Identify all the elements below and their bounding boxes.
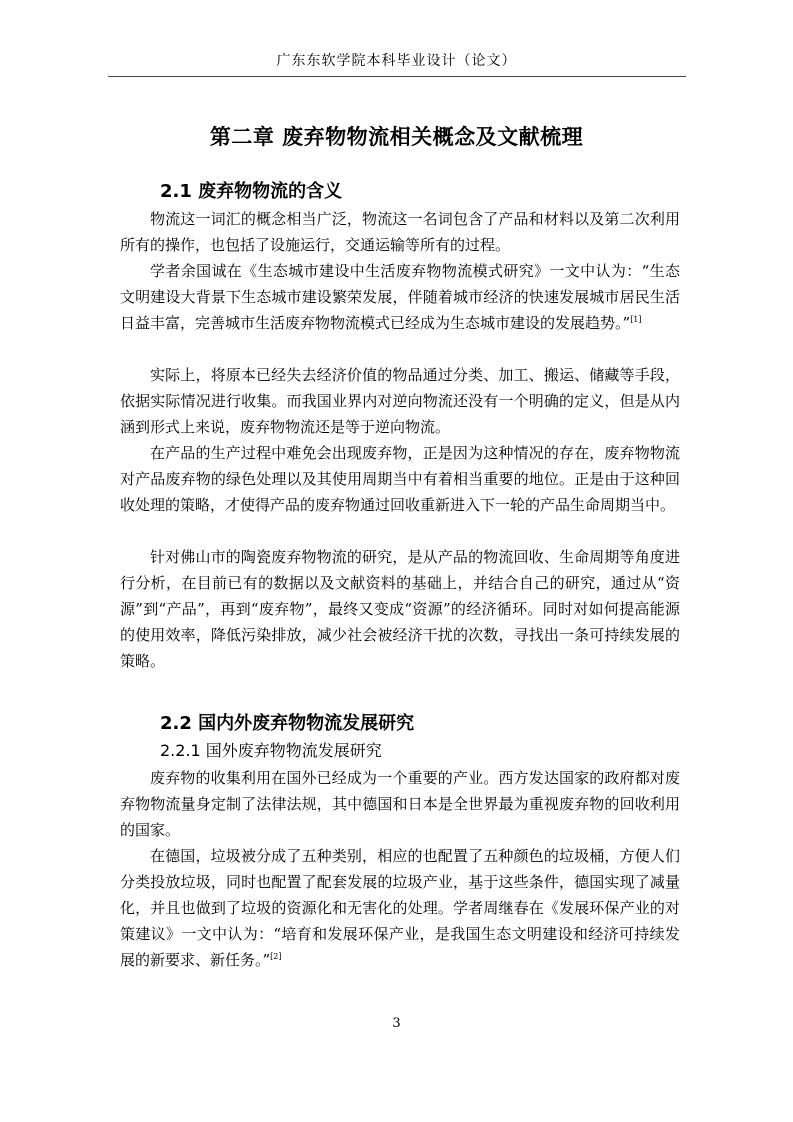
paragraph-text: 针对佛山市的陶瓷废弃物物流的研究，是从产品的物流回收、生命周期等角度进行分析，在目前已有的数据以及文献资料的基础上，并结合自己的研究，通过从“资源”到“产品”，再到“废弃物”，最终又变成“资源”的经济循环。同时对如何提高能源的使用效率，降低污染排放，减少社会被经济干扰的次数，寻找出一条可持续发展的策略。	[120, 548, 680, 670]
citation-ref: [2]	[270, 952, 282, 961]
paragraph	[120, 258, 680, 336]
paragraph	[120, 362, 680, 440]
citation-ref: [1]	[630, 315, 642, 324]
paragraph	[120, 206, 680, 258]
section-heading-2-1: 2.1 废弃物物流的含义	[160, 181, 343, 202]
paragraph	[120, 765, 680, 843]
paragraph	[120, 544, 680, 674]
chapter-title: 第二章 废弃物物流相关概念及文献梳理	[209, 125, 584, 149]
header-divider	[108, 76, 686, 77]
paragraph-text: 废弃物的收集利用在国外已经成为一个重要的产业。西方发达国家的政府都对废弃物物流量身定制了法律法规，其中德国和日本是全世界最为重视废弃物的回收利用的国家。	[120, 769, 680, 839]
paragraph-text: 在德国，垃圾被分成了五种类别，相应的也配置了五种颜色的垃圾桶，方便人们分类投放垃圾，同时也配置了配套发展的垃圾产业，基于这些条件，德国实现了减量化，并且也做到了垃圾的资源化和无害化的处理。学者周继春在《发展环保产业的对策建议》一文中认为：“培育和发展环保产业，是我国生态文明建设和经济可持续发展的新要求、新任务。”	[120, 847, 680, 969]
paragraph-text: 物流这一词汇的概念相当广泛，物流这一名词包含了产品和材料以及第二次利用所有的操作，也包括了设施运行，交通运输等所有的过程。	[120, 210, 680, 254]
paragraph-text: 在产品的生产过程中难免会出现废弃物，正是因为这种情况的存在，废弃物物流对产品废弃物的绿色处理以及其使用周期当中有着相当重要的地位。正是由于这种回收处理的策略，才使得产品的废弃物通过回收重新进入下一轮的产品生命周期当中。	[120, 444, 680, 514]
paragraph-text: 实际上，将原本已经失去经济价值的物品通过分类、加工、搬运、储藏等手段，依据实际情况进行收集。而我国业界内对逆向物流还没有一个明确的定义，但是从内涵到形式上来说，废弃物物流还是等于逆向物流。	[120, 366, 680, 436]
section-heading-2-2: 2.2 国内外废弃物物流发展研究	[160, 713, 415, 734]
paragraph	[120, 843, 680, 973]
page-number: 3	[392, 1016, 401, 1031]
subsection-heading-2-2-1: 2.2.1 国外废弃物物流发展研究	[160, 741, 382, 760]
paragraph-text: 学者余国诚在《生态城市建设中生活废弃物物流模式研究》一文中认为：“生态文明建设大背景下生态城市建设繁荣发展，伴随着城市经济的快速发展城市居民生活日益丰富，完善城市生活废弃物物流模式已经成为生态城市建设的发展趋势。”	[120, 262, 680, 332]
page-header: 广东东软学院本科毕业设计（论文）	[276, 53, 517, 69]
paragraph	[120, 440, 680, 518]
